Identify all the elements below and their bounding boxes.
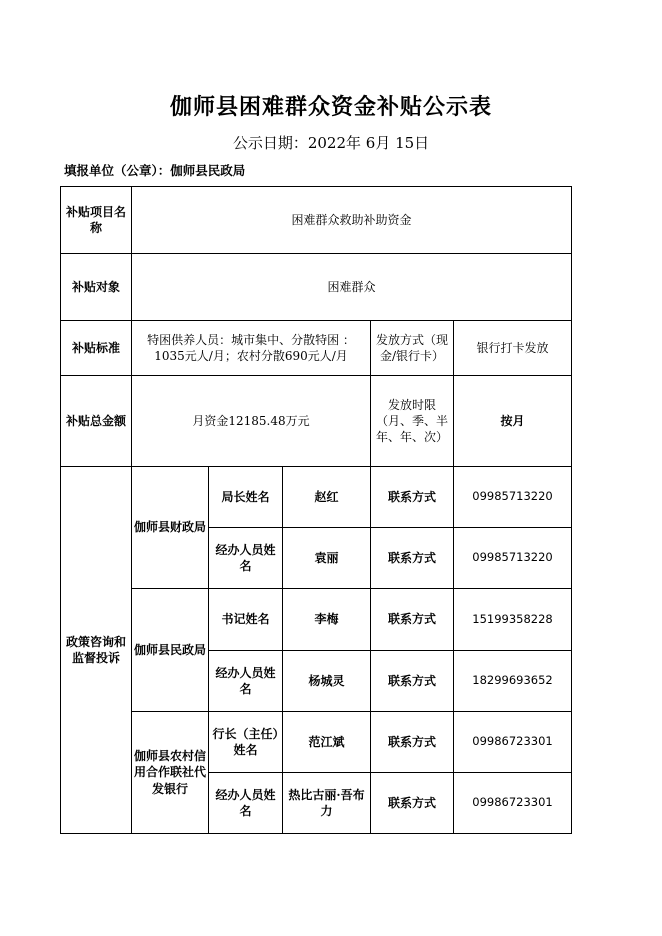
table-row-standard (61, 321, 572, 376)
contact-role: 书记姓名 (209, 589, 283, 651)
publish-date: 公示日期：2022年 6月 15日 (232, 134, 430, 152)
contact-label: 联系方式 (371, 712, 454, 773)
subsidy-table (60, 186, 572, 834)
contact-label: 联系方式 (371, 651, 454, 712)
reporting-unit: 填报单位（公章）：伽师县民政局 (64, 163, 246, 178)
table-row (61, 467, 572, 528)
contact-role: 经办人员姓名 (209, 773, 283, 834)
contact-person: 热比古丽·吾布力 (283, 773, 371, 834)
contact-person: 袁丽 (283, 528, 371, 589)
target-label: 补贴对象 (61, 254, 132, 321)
contact-phone: 09986723301 (454, 773, 572, 834)
contact-label: 联系方式 (371, 773, 454, 834)
period-label: 发放时限（月、季、半年、年、次） (371, 376, 454, 467)
contact-phone: 09985713220 (454, 467, 572, 528)
contact-phone: 18299693652 (454, 651, 572, 712)
contact-person: 范江斌 (283, 712, 371, 773)
contact-role: 经办人员姓名 (209, 528, 283, 589)
method-value: 银行打卡发放 (454, 321, 572, 376)
contact-person: 杨城灵 (283, 651, 371, 712)
org-name: 伽师县民政局 (132, 589, 209, 712)
contact-person: 李梅 (283, 589, 371, 651)
contact-person: 赵红 (283, 467, 371, 528)
contact-role: 局长姓名 (209, 467, 283, 528)
total-label: 补贴总金额 (61, 376, 132, 467)
project-label: 补贴项目名称 (61, 187, 132, 254)
contact-phone: 09986723301 (454, 712, 572, 773)
contact-label: 联系方式 (371, 528, 454, 589)
contact-phone: 09985713220 (454, 528, 572, 589)
page-title: 伽师县困难群众资金补贴公示表 (169, 94, 492, 120)
org-name: 伽师县财政局 (132, 467, 209, 589)
contact-phone: 15199358228 (454, 589, 572, 651)
project-value: 困难群众救助补助资金 (132, 187, 572, 254)
table-row-target (61, 254, 572, 321)
contact-label: 联系方式 (371, 589, 454, 651)
supervision-label: 政策咨询和监督投诉 (61, 467, 132, 834)
table-row-total (61, 376, 572, 467)
target-value: 困难群众 (132, 254, 572, 321)
period-value: 按月 (454, 376, 572, 467)
table-row (61, 589, 572, 651)
standard-value: 特困供养人员：城市集中、分散特困 ：1035元人/月；农村分散690元人/月 (132, 321, 371, 376)
org-name: 伽师县农村信用合作联社代发银行 (132, 712, 209, 834)
standard-label: 补贴标准 (61, 321, 132, 376)
table-row-project (61, 187, 572, 254)
total-value: 月资金12185.48万元 (132, 376, 371, 467)
method-label: 发放方式（现金/银行卡） (371, 321, 454, 376)
contact-label: 联系方式 (371, 467, 454, 528)
contact-role: 经办人员姓名 (209, 651, 283, 712)
contact-role: 行长（主任）姓名 (209, 712, 283, 773)
table-row (61, 712, 572, 773)
